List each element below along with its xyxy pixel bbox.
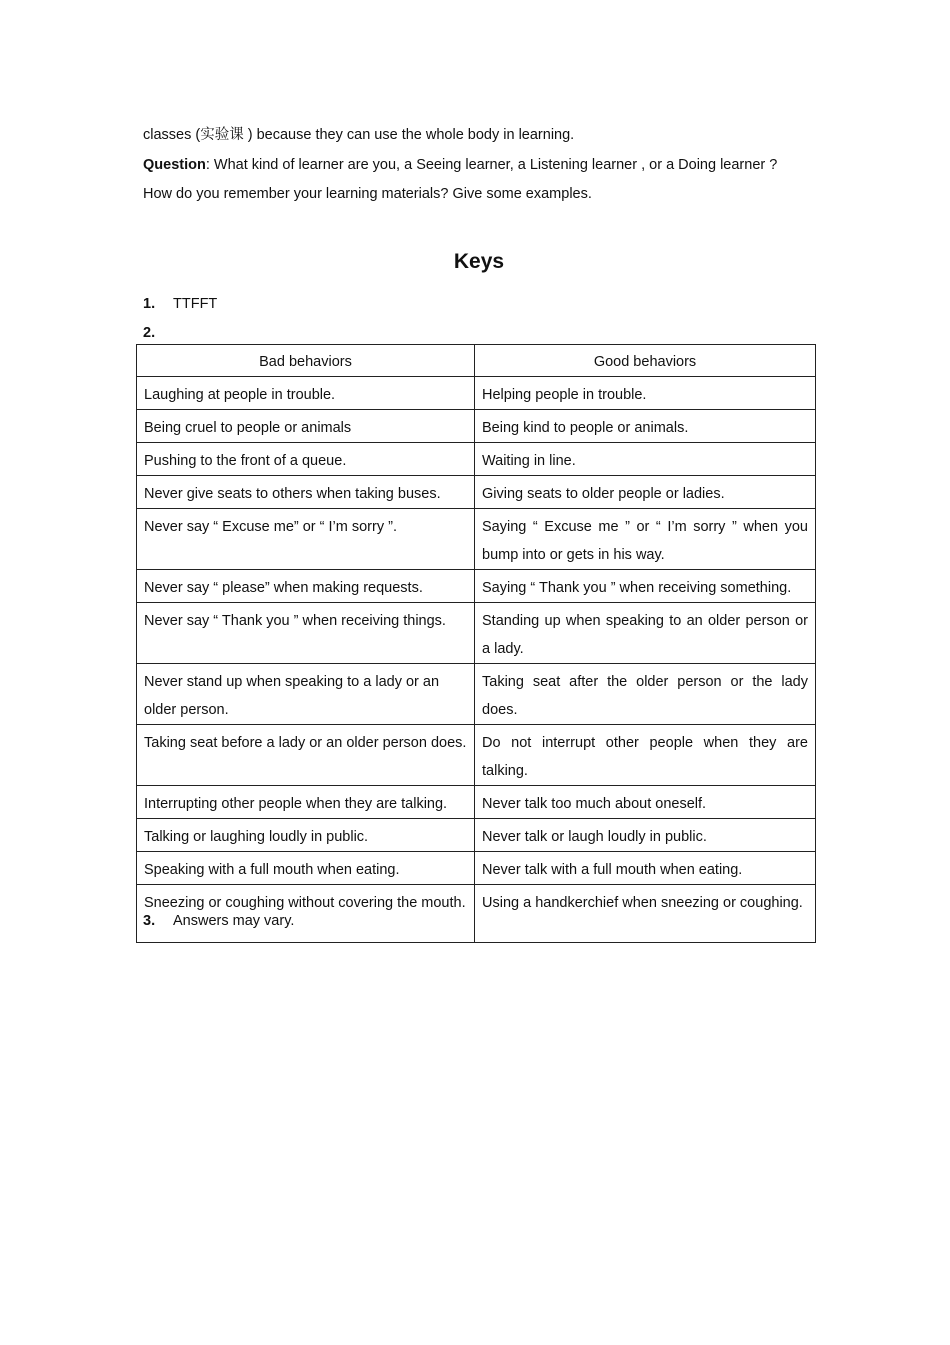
header-bad-behaviors: Bad behaviors — [137, 345, 475, 377]
answer-2-number: 2. — [143, 325, 156, 341]
table-row — [137, 476, 816, 509]
question-text: : What kind of learner are you, a Seeing learner, a Listening learner , or a Doing learner ? — [205, 157, 778, 173]
answer-1-number: 1. — [143, 296, 156, 312]
answer-1-text: TTFFT — [173, 296, 218, 312]
bad-behavior-cell: Sneezing or coughing without covering the mouth. — [137, 885, 475, 943]
table-row — [137, 410, 816, 443]
table-header-row — [137, 345, 816, 377]
table-row — [137, 603, 816, 664]
bad-behavior-cell: Never say “ Excuse me” or “ I’m sorry ”. — [137, 509, 475, 570]
table-row — [137, 852, 816, 885]
bad-behavior-cell: Taking seat before a lady or an older person does. — [137, 725, 475, 786]
table-row — [137, 570, 816, 603]
good-behavior-cell: Never talk too much about oneself. — [475, 786, 816, 819]
good-behavior-cell: Saying “ Excuse me ” or “ I’m sorry ” when you bump into or gets in his way. — [475, 509, 816, 570]
good-behavior-cell: Do not interrupt other people when they are talking. — [475, 725, 816, 786]
good-behavior-cell: Waiting in line. — [475, 443, 816, 476]
question-line — [143, 155, 777, 175]
bad-behavior-cell: Never stand up when speaking to a lady or an older person. — [137, 664, 475, 725]
behaviors-table — [136, 344, 816, 943]
table-row — [137, 786, 816, 819]
bad-behavior-cell: Never give seats to others when taking buses. — [137, 476, 475, 509]
bad-behavior-cell: Being cruel to people or animals — [137, 410, 475, 443]
table-row — [137, 664, 816, 725]
bad-behavior-cell: Talking or laughing loudly in public. — [137, 819, 475, 852]
good-behavior-cell: Saying “ Thank you ” when receiving something. — [475, 570, 816, 603]
answer-3-text: Answers may vary. — [173, 913, 295, 929]
good-behavior-cell: Giving seats to older people or ladies. — [475, 476, 816, 509]
question-label: Question — [143, 157, 206, 173]
bad-behavior-cell: Speaking with a full mouth when eating. — [137, 852, 475, 885]
good-behavior-cell: Never talk or laugh loudly in public. — [475, 819, 816, 852]
good-behavior-cell: Standing up when speaking to an older person or a lady. — [475, 603, 816, 664]
keys-heading: Keys — [453, 250, 505, 273]
bad-behavior-cell: Pushing to the front of a queue. — [137, 443, 475, 476]
bad-behavior-cell: Never say “ Thank you ” when receiving things. — [137, 603, 475, 664]
answer-3-number: 3. — [143, 913, 156, 929]
table-row — [137, 725, 816, 786]
answer-3 — [143, 911, 294, 931]
answer-1 — [143, 294, 217, 314]
table-row — [137, 443, 816, 476]
bad-behavior-cell: Interrupting other people when they are talking. — [137, 786, 475, 819]
table-row — [137, 377, 816, 410]
bad-behavior-cell: Never say “ please” when making requests. — [137, 570, 475, 603]
table-row — [137, 509, 816, 570]
answer-2 — [143, 323, 173, 343]
good-behavior-cell: Helping people in trouble. — [475, 377, 816, 410]
header-good-behaviors: Good behaviors — [475, 345, 816, 377]
intro-line-1: classes (实验课 ) because they can use the whole body in learning. — [143, 127, 575, 143]
bad-behavior-cell: Laughing at people in trouble. — [137, 377, 475, 410]
intro-line-3: How do you remember your learning materials? Give some examples. — [143, 186, 592, 202]
good-behavior-cell: Using a handkerchief when sneezing or coughing. — [475, 885, 816, 943]
table-row — [137, 819, 816, 852]
good-behavior-cell: Being kind to people or animals. — [475, 410, 816, 443]
good-behavior-cell: Taking seat after the older person or the lady does. — [475, 664, 816, 725]
good-behavior-cell: Never talk with a full mouth when eating. — [475, 852, 816, 885]
